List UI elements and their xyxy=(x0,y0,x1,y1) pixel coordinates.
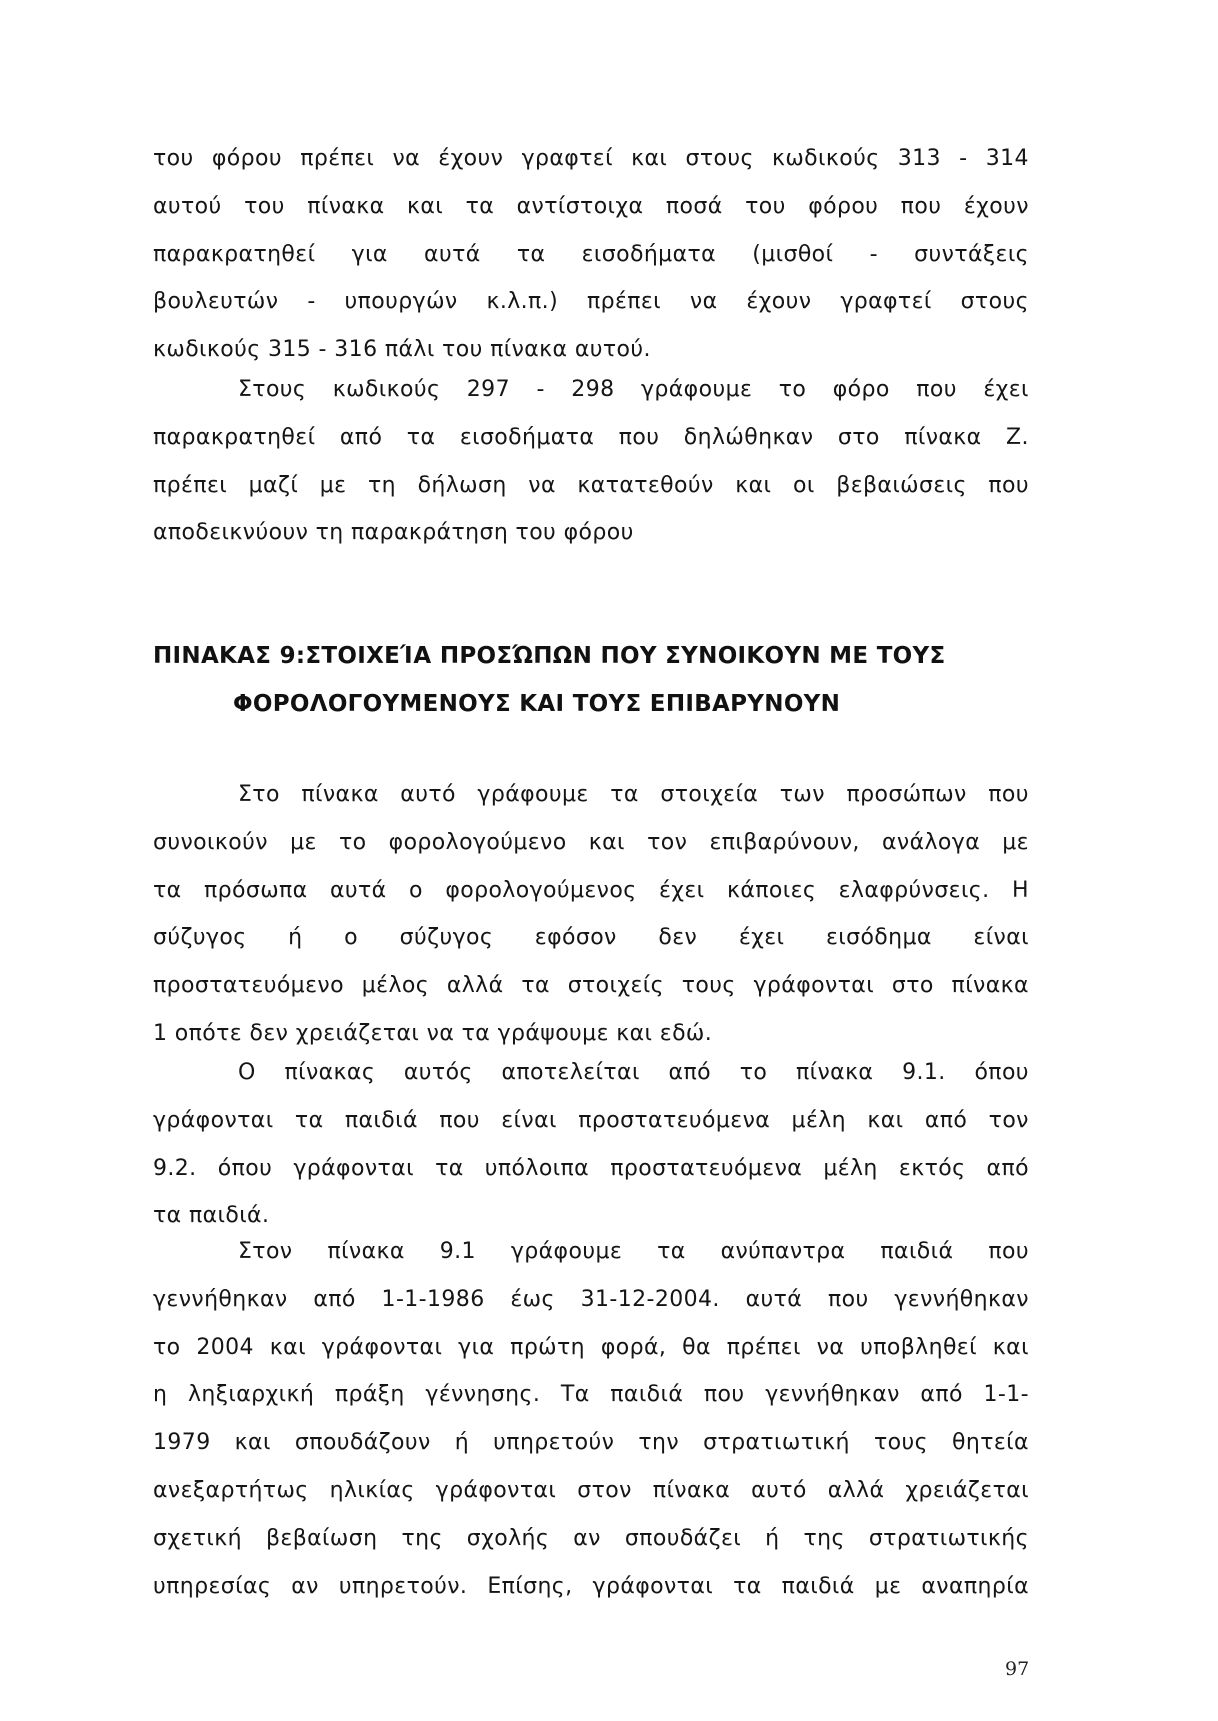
section-heading xyxy=(153,632,1029,728)
text-line: συνοικούν με το φορολογούμενο και τον επιβαρύνουν, ανάλογα με xyxy=(153,829,1029,855)
text-line: Ο πίνακας αυτός αποτελείται από το πίνακα 9.1. όπου xyxy=(238,1060,1029,1085)
text-line: η ληξιαρχική πράξη γέννησης. Τα παιδιά που γεννήθηκαν από 1-1- xyxy=(153,1382,1029,1408)
composition-paragraph xyxy=(153,1049,1029,1240)
text-line: βουλευτών - υπουργών κ.λ.π.) πρέπει να έχουν γραφτεί στους xyxy=(153,289,1029,315)
text-line: αποδεικνύουν τη παρακράτηση του φόρου xyxy=(153,520,634,546)
table91-paragraph xyxy=(153,1228,1029,1610)
text-line: Στον πίνακα 9.1 γράφουμε τα ανύπαντρα παιδιά που xyxy=(238,1239,1029,1264)
text-line: τα πρόσωπα αυτά ο φορολογούμενος έχει κάποιες ελαφρύνσεις. Η xyxy=(153,877,1029,903)
text-line: αυτού του πίνακα και τα αντίστοιχα ποσά του φόρου που έχουν xyxy=(153,193,1029,219)
section-heading-line-2: ΦΟΡΟΛΟΓΟΥΜΕΝΟΥΣ ΚΑΙ ΤΟΥΣ ΕΠΙΒΑΡΥΝΟΥΝ xyxy=(233,691,841,717)
section-heading-line-1: ΠΙΝΑΚΑΣ 9:ΣΤΟΙΧΕΊΑ ΠΡΟΣΏΠΩΝ ΠΟΥ ΣΥΝΟΙΚΟΥΝ ΜΕ ΤΟΥΣ xyxy=(153,643,946,669)
text-line: γεννήθηκαν από 1-1-1986 έως 31-12-2004. αυτά που γεννήθηκαν xyxy=(153,1286,1029,1312)
text-line: σύζυγος ή ο σύζυγος εφόσον δεν έχει εισόδημα είναι xyxy=(153,925,1029,951)
text-line: ανεξαρτήτως ηλικίας γράφονται στον πίνακα αυτό αλλά χρειάζεται xyxy=(153,1477,1029,1503)
text-line: τα παιδιά. xyxy=(153,1203,270,1229)
text-line: παρακρατηθεί από τα εισοδήματα που δηλώθηκαν στο πίνακα Ζ. xyxy=(153,424,1029,450)
table9-paragraph xyxy=(153,771,1029,1058)
text-line: προστατευόμενο μέλος αλλά τα στοιχείς τους γράφονται στο πίνακα xyxy=(153,973,1029,999)
text-line: πρέπει μαζί με τη δήλωση να κατατεθούν και οι βεβαιώσεις που xyxy=(153,472,1029,498)
text-line: υπηρεσίας αν υπηρετούν. Επίσης, γράφονται τα παιδιά με αναπηρία xyxy=(153,1573,1029,1599)
text-line: Στο πίνακα αυτό γράφουμε τα στοιχεία των προσώπων που xyxy=(238,782,1029,807)
text-line: Στους κωδικούς 297 - 298 γράφουμε το φόρο που έχει xyxy=(238,377,1029,402)
text-line: γράφονται τα παιδιά που είναι προστατευόμενα μέλη και από τον xyxy=(153,1107,1029,1133)
text-line: 1 οπότε δεν χρειάζεται να τα γράψουμε και εδώ. xyxy=(153,1020,713,1046)
intro-paragraph xyxy=(153,135,1029,374)
text-line: 1979 και σπουδάζουν ή υπηρετούν την στρατιωτική τους θητεία xyxy=(153,1430,1029,1456)
text-line: του φόρου πρέπει να έχουν γραφτεί και στους κωδικούς 313 - 314 xyxy=(153,146,1029,171)
page-number: 97 xyxy=(1005,1658,1030,1680)
withholding-paragraph xyxy=(153,366,1029,557)
text-line: το 2004 και γράφονται για πρώτη φορά, θα πρέπει να υποβληθεί και xyxy=(153,1334,1029,1360)
text-line: σχετική βεβαίωση της σχολής αν σπουδάζει ή της στρατιωτικής xyxy=(153,1525,1029,1551)
text-line: παρακρατηθεί για αυτά τα εισοδήματα (μισθοί - συντάξεις xyxy=(153,241,1029,267)
text-line: 9.2. όπου γράφονται τα υπόλοιπα προστατευόμενα μέλη εκτός από xyxy=(153,1155,1029,1181)
text-line: κωδικούς 315 - 316 πάλι του πίνακα αυτού. xyxy=(153,337,651,363)
